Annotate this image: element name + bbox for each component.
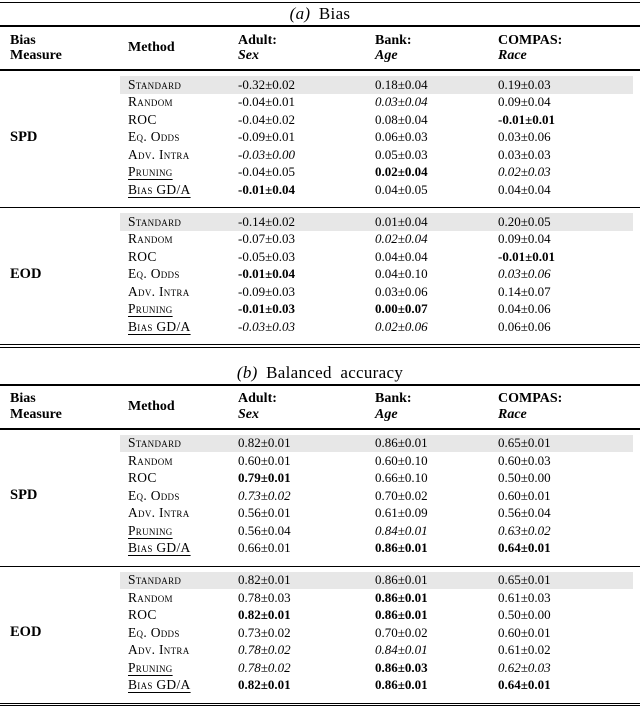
value-cell: 0.04±0.04 xyxy=(498,181,551,197)
value-cell: 0.73±0.02 xyxy=(238,624,291,640)
table-b-header xyxy=(0,386,640,428)
value-cell: 0.65±0.01 xyxy=(498,572,551,588)
table-row xyxy=(120,181,633,199)
table-b-eod-rows xyxy=(120,572,633,695)
value-cell: 0.66±0.01 xyxy=(238,540,291,556)
method-label: Adv. Intra xyxy=(128,642,190,658)
dataset-attribute: Age xyxy=(375,406,398,422)
dataset-name: Bank: xyxy=(375,391,412,407)
value-cell: -0.01±0.01 xyxy=(498,111,555,127)
value-cell: 0.84±0.01 xyxy=(375,642,428,658)
value-cell: 0.03±0.06 xyxy=(375,283,428,299)
table-row xyxy=(120,677,633,695)
value-cell: -0.03±0.00 xyxy=(238,146,295,162)
table-row xyxy=(120,129,633,147)
column-header-bias-measure xyxy=(0,391,120,422)
method-label: Eq. Odds xyxy=(128,266,180,282)
table-row xyxy=(120,470,633,488)
value-cell: 0.56±0.04 xyxy=(498,505,551,521)
value-cell: 0.66±0.10 xyxy=(375,470,428,486)
table-row xyxy=(120,111,633,129)
method-label: ROC xyxy=(128,470,157,486)
value-cell: -0.04±0.05 xyxy=(238,164,295,180)
value-cell: -0.14±0.02 xyxy=(238,213,295,229)
value-cell: 0.78±0.02 xyxy=(238,642,291,658)
value-cell: -0.01±0.03 xyxy=(238,301,295,317)
value-cell: 0.82±0.01 xyxy=(238,607,291,623)
value-cell: 0.79±0.01 xyxy=(238,470,291,486)
value-cell: 0.60±0.03 xyxy=(498,452,551,468)
value-cell: 0.61±0.03 xyxy=(498,589,551,605)
value-cell: 0.09±0.04 xyxy=(498,231,551,247)
table-row xyxy=(120,522,633,540)
column-header-bank-age xyxy=(375,391,498,422)
column-header-bias-measure xyxy=(0,33,120,64)
value-cell: 0.20±0.05 xyxy=(498,213,551,229)
caption-a-text: Bias xyxy=(318,4,351,23)
measure-label-eod: EOD xyxy=(10,265,42,282)
value-cell: 0.56±0.01 xyxy=(238,505,291,521)
table-row xyxy=(120,589,633,607)
table-b-eod-section xyxy=(0,567,640,703)
dataset-name: Adult: xyxy=(238,32,277,48)
table-b-spd-section xyxy=(0,430,640,566)
method-label: Bias GD/A xyxy=(128,181,191,197)
header-measure: Measure xyxy=(10,406,62,422)
value-cell: 0.01±0.04 xyxy=(375,213,428,229)
value-cell: -0.32±0.02 xyxy=(238,76,295,92)
value-cell: 0.60±0.01 xyxy=(498,487,551,503)
value-cell: 0.04±0.06 xyxy=(498,301,551,317)
table-row xyxy=(120,642,633,660)
value-cell: 0.63±0.02 xyxy=(498,522,551,538)
value-cell: 0.84±0.01 xyxy=(375,522,428,538)
table-a-spd-section xyxy=(0,71,640,207)
table-row xyxy=(120,146,633,164)
method-label: Adv. Intra xyxy=(128,283,190,299)
table-row xyxy=(120,231,633,249)
value-cell: 0.86±0.01 xyxy=(375,607,428,623)
caption-b-label: (b) xyxy=(236,362,258,382)
value-cell: 0.03±0.03 xyxy=(498,146,551,162)
method-label: Bias GD/A xyxy=(128,540,191,556)
value-cell: 0.06±0.06 xyxy=(498,318,551,334)
value-cell: 0.86±0.01 xyxy=(375,540,428,556)
table-row xyxy=(120,94,633,112)
method-label: Standard xyxy=(128,435,182,451)
table-row xyxy=(120,607,633,625)
value-cell: 0.19±0.03 xyxy=(498,76,551,92)
table-row xyxy=(120,624,633,642)
table-a-spd-rows xyxy=(120,76,633,199)
value-cell: -0.07±0.03 xyxy=(238,231,295,247)
value-cell: 0.03±0.04 xyxy=(375,94,428,110)
value-cell: 0.04±0.10 xyxy=(375,266,428,282)
value-cell: -0.09±0.03 xyxy=(238,283,295,299)
table-a-header xyxy=(0,27,640,69)
table-row xyxy=(120,213,633,231)
method-label: Standard xyxy=(128,76,182,92)
dataset-attribute: Race xyxy=(498,406,527,422)
value-cell: 0.14±0.07 xyxy=(498,283,551,299)
table-row xyxy=(120,318,633,336)
value-cell: 0.50±0.00 xyxy=(498,607,551,623)
value-cell: -0.01±0.04 xyxy=(238,181,295,197)
caption-a-label: (a) xyxy=(289,4,311,23)
column-header-bank-age xyxy=(375,33,498,64)
value-cell: 0.86±0.03 xyxy=(375,659,428,675)
column-header-compas-race xyxy=(498,33,640,64)
value-cell: 0.05±0.03 xyxy=(375,146,428,162)
value-cell: 0.82±0.01 xyxy=(238,572,291,588)
value-cell: -0.01±0.04 xyxy=(238,266,295,282)
method-label: Pruning xyxy=(128,301,173,317)
measure-label-spd: SPD xyxy=(10,128,38,145)
table-row xyxy=(120,505,633,523)
table-row xyxy=(120,283,633,301)
value-cell: 0.03±0.06 xyxy=(498,129,551,145)
value-cell: -0.09±0.01 xyxy=(238,129,295,145)
value-cell: 0.03±0.06 xyxy=(498,266,551,282)
dataset-name: COMPAS: xyxy=(498,391,563,407)
value-cell: 0.62±0.03 xyxy=(498,659,551,675)
method-label: Random xyxy=(128,94,173,110)
value-cell: 0.70±0.02 xyxy=(375,624,428,640)
table-a-bottom-rule xyxy=(0,344,640,348)
column-header-method: Method xyxy=(128,40,175,56)
value-cell: -0.04±0.01 xyxy=(238,94,295,110)
value-cell: -0.01±0.01 xyxy=(498,248,555,264)
value-cell: 0.78±0.03 xyxy=(238,589,291,605)
header-bias: Bias xyxy=(10,32,36,48)
value-cell: 0.70±0.02 xyxy=(375,487,428,503)
value-cell: 0.02±0.04 xyxy=(375,164,428,180)
table-row xyxy=(120,540,633,558)
table-row xyxy=(120,487,633,505)
method-label: Eq. Odds xyxy=(128,129,180,145)
caption-b xyxy=(0,360,640,384)
header-bias: Bias xyxy=(10,391,36,407)
table-row xyxy=(120,572,633,590)
value-cell: 0.82±0.01 xyxy=(238,435,291,451)
dataset-name: Bank: xyxy=(375,32,412,48)
dataset-name: Adult: xyxy=(238,391,277,407)
value-cell: 0.60±0.01 xyxy=(498,624,551,640)
method-label: Eq. Odds xyxy=(128,487,180,503)
value-cell: 0.61±0.09 xyxy=(375,505,428,521)
value-cell: 0.50±0.00 xyxy=(498,470,551,486)
value-cell: -0.05±0.03 xyxy=(238,248,295,264)
header-measure: Measure xyxy=(10,48,62,63)
method-label: ROC xyxy=(128,248,157,264)
table-row xyxy=(120,76,633,94)
method-label: Pruning xyxy=(128,164,173,180)
column-header-adult-sex xyxy=(238,391,375,422)
method-label: Eq. Odds xyxy=(128,624,180,640)
column-header-adult-sex xyxy=(238,33,375,64)
method-label: Random xyxy=(128,231,173,247)
value-cell: 0.82±0.01 xyxy=(238,677,291,693)
method-label: Standard xyxy=(128,213,182,229)
value-cell: 0.64±0.01 xyxy=(498,540,551,556)
value-cell: 0.09±0.04 xyxy=(498,94,551,110)
method-label: Adv. Intra xyxy=(128,505,190,521)
method-label: Random xyxy=(128,589,173,605)
measure-label-spd: SPD xyxy=(10,487,38,504)
value-cell: 0.86±0.01 xyxy=(375,435,428,451)
value-cell: -0.03±0.03 xyxy=(238,318,295,334)
value-cell: 0.86±0.01 xyxy=(375,677,428,693)
method-label: Standard xyxy=(128,572,182,588)
dataset-attribute: Age xyxy=(375,48,398,63)
table-row xyxy=(120,659,633,677)
dataset-name: COMPAS: xyxy=(498,32,563,48)
column-header-compas-race xyxy=(498,391,640,422)
method-label: Adv. Intra xyxy=(128,146,190,162)
value-cell: 0.06±0.03 xyxy=(375,129,428,145)
table-row xyxy=(120,164,633,182)
value-cell: 0.02±0.03 xyxy=(498,164,551,180)
value-cell: 0.61±0.02 xyxy=(498,642,551,658)
table-row xyxy=(120,435,633,453)
method-label: Pruning xyxy=(128,659,173,675)
table-b-spd-rows xyxy=(120,435,633,558)
caption-a xyxy=(0,3,640,25)
dataset-attribute: Sex xyxy=(238,406,259,422)
value-cell: 0.02±0.04 xyxy=(375,231,428,247)
measure-label-eod: EOD xyxy=(10,624,42,641)
value-cell: 0.00±0.07 xyxy=(375,301,428,317)
column-header-method: Method xyxy=(128,398,175,414)
value-cell: 0.78±0.02 xyxy=(238,659,291,675)
value-cell: 0.04±0.04 xyxy=(375,248,428,264)
method-label: Random xyxy=(128,452,173,468)
value-cell: 0.73±0.02 xyxy=(238,487,291,503)
table-row xyxy=(120,248,633,266)
value-cell: 0.18±0.04 xyxy=(375,76,428,92)
value-cell: 0.60±0.10 xyxy=(375,452,428,468)
table-a-eod-rows xyxy=(120,213,633,336)
value-cell: 0.64±0.01 xyxy=(498,677,551,693)
value-cell: 0.02±0.06 xyxy=(375,318,428,334)
table-row xyxy=(120,301,633,319)
table-b-bottom-rule xyxy=(0,703,640,707)
method-label: Bias GD/A xyxy=(128,677,191,693)
table-a-eod-section xyxy=(0,208,640,344)
value-cell: 0.56±0.04 xyxy=(238,522,291,538)
value-cell: 0.60±0.01 xyxy=(238,452,291,468)
caption-b-text: Balanced accuracy xyxy=(266,362,404,382)
value-cell: 0.08±0.04 xyxy=(375,111,428,127)
method-label: Bias GD/A xyxy=(128,318,191,334)
value-cell: 0.86±0.01 xyxy=(375,572,428,588)
value-cell: -0.04±0.02 xyxy=(238,111,295,127)
method-label: ROC xyxy=(128,111,157,127)
method-label: Pruning xyxy=(128,522,173,538)
table-row xyxy=(120,266,633,284)
value-cell: 0.04±0.05 xyxy=(375,181,428,197)
table-row xyxy=(120,452,633,470)
value-cell: 0.86±0.01 xyxy=(375,589,428,605)
dataset-attribute: Sex xyxy=(238,48,259,63)
dataset-attribute: Race xyxy=(498,48,527,63)
method-label: ROC xyxy=(128,607,157,623)
value-cell: 0.65±0.01 xyxy=(498,435,551,451)
